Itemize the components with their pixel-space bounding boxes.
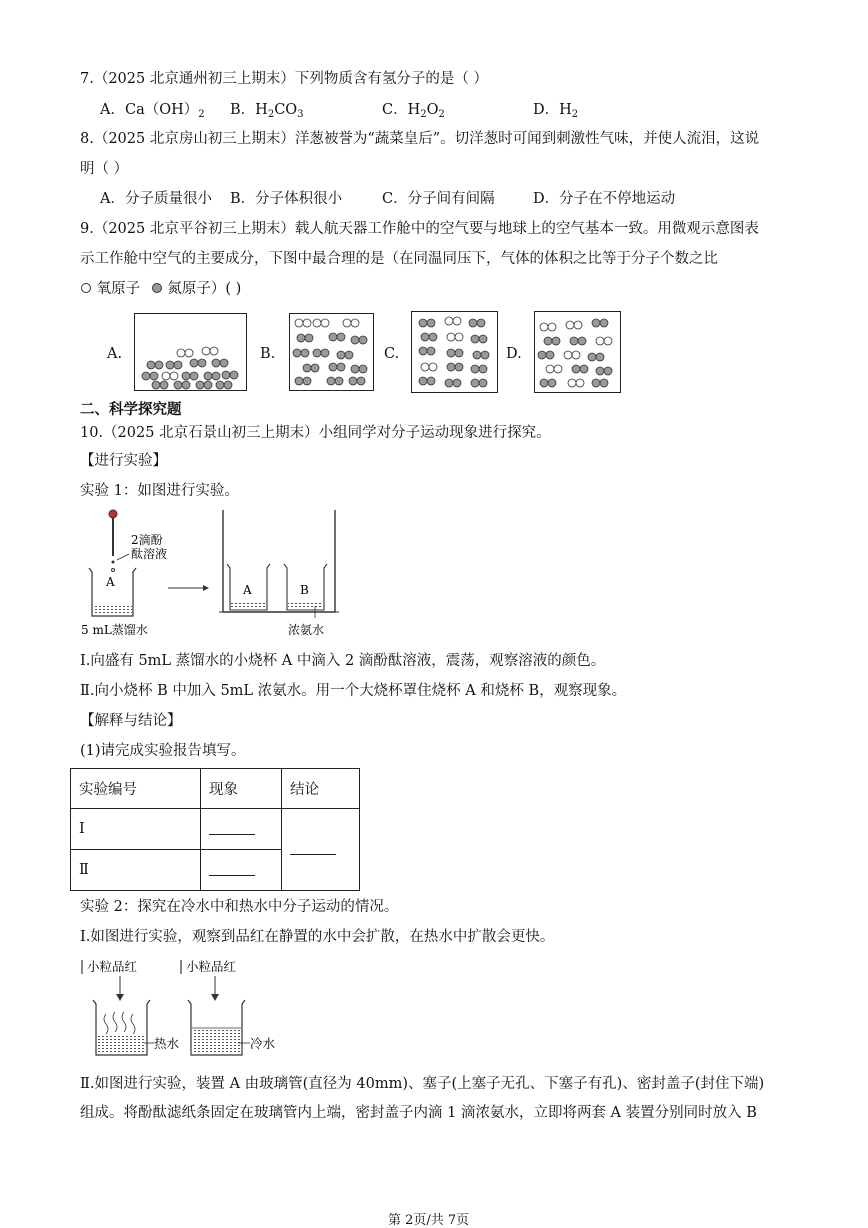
nitrogen-molecule-icon bbox=[345, 351, 353, 359]
q10-sub1: (1)请完成实验报告填写。 bbox=[80, 743, 246, 759]
nitrogen-molecule-icon bbox=[572, 365, 580, 373]
nitrogen-molecule-icon bbox=[305, 334, 313, 342]
nitrogen-molecule-icon bbox=[295, 377, 303, 385]
header-phenomenon: 现象 bbox=[201, 769, 282, 809]
nitrogen-molecule-icon bbox=[212, 372, 220, 380]
table-row bbox=[71, 809, 360, 850]
large-beaker-icon bbox=[223, 510, 335, 612]
oxygen-molecule-icon bbox=[202, 347, 210, 355]
exp2-title: 实验 2：探究在冷水中和热水中分子运动的情况。 bbox=[80, 899, 399, 915]
nitrogen-molecule-icon bbox=[303, 377, 311, 385]
hot-water-label: 热水 bbox=[154, 1036, 180, 1051]
nitrogen-molecule-icon bbox=[182, 381, 190, 389]
nitrogen-molecule-icon bbox=[604, 367, 612, 375]
nitrogen-molecule-icon bbox=[359, 336, 367, 344]
oxygen-molecule-icon bbox=[177, 349, 185, 357]
oxygen-molecule-icon bbox=[445, 317, 453, 325]
nitrogen-molecule-icon bbox=[544, 337, 552, 345]
nitrogen-molecule-icon bbox=[335, 377, 343, 385]
nitrogen-molecule-icon bbox=[600, 319, 608, 327]
oxygen-molecule-icon bbox=[313, 319, 321, 327]
q8-option-a: A．分子质量很小 bbox=[100, 191, 212, 207]
answer-blank-conclusion[interactable] bbox=[282, 809, 360, 891]
oxygen-molecule-icon bbox=[568, 379, 576, 387]
nitrogen-molecule-icon bbox=[421, 333, 429, 341]
nitrogen-molecule-icon bbox=[538, 351, 546, 359]
table-header-row bbox=[71, 769, 360, 809]
q9-label-d: D. bbox=[506, 346, 522, 362]
page-footer: 第 2页/共 7页 bbox=[388, 1213, 470, 1228]
nitrogen-molecule-icon bbox=[152, 381, 160, 389]
nitrogen-molecule-icon bbox=[190, 359, 198, 367]
nitrogen-molecule-icon bbox=[301, 349, 309, 357]
oxygen-molecule-icon bbox=[596, 337, 604, 345]
nitrogen-molecule-icon bbox=[600, 379, 608, 387]
nitrogen-molecule-icon bbox=[174, 361, 182, 369]
legend-nitrogen-label: 氮原子 bbox=[167, 281, 211, 297]
nitrogen-molecule-icon bbox=[471, 379, 479, 387]
nitrogen-molecule-icon bbox=[469, 319, 477, 327]
nitrogen-molecule-icon bbox=[447, 363, 455, 371]
q7-option-d: D．$H_2$ bbox=[533, 102, 579, 120]
nitrogen-molecule-icon bbox=[471, 335, 479, 343]
oxygen-molecule-icon bbox=[343, 319, 351, 327]
oxygen-molecule-icon bbox=[170, 372, 178, 380]
oxygen-molecule-icon bbox=[554, 365, 562, 373]
nitrogen-molecule-icon bbox=[351, 336, 359, 344]
answer-blank-phenomenon-1[interactable] bbox=[201, 809, 282, 850]
nitrogen-molecule-icon bbox=[552, 337, 560, 345]
ammonia-label: 浓氨水 bbox=[288, 623, 325, 637]
nitrogen-molecule-icon bbox=[471, 365, 479, 373]
nitrogen-molecule-icon bbox=[196, 381, 204, 389]
nitrogen-molecule-icon bbox=[204, 381, 212, 389]
nitrogen-molecule-icon bbox=[592, 379, 600, 387]
nitrogen-molecule-icon bbox=[329, 333, 337, 341]
oxygen-molecule-icon bbox=[351, 319, 359, 327]
oxygen-molecule-icon bbox=[574, 321, 582, 329]
nitrogen-molecule-icon bbox=[204, 372, 212, 380]
nitrogen-molecule-icon bbox=[479, 365, 487, 373]
dropper-bulb-icon bbox=[109, 510, 117, 518]
nitrogen-molecule-icon bbox=[313, 349, 321, 357]
nitrogen-molecule-icon bbox=[546, 351, 554, 359]
nitrogen-molecule-icon bbox=[166, 361, 174, 369]
oxygen-molecule-icon bbox=[210, 347, 218, 355]
exp2-step1: Ⅰ.如图进行实验，观察到品红在静置的水中会扩散，在热水中扩散会更快。 bbox=[80, 929, 555, 945]
oxygen-molecule-icon bbox=[295, 319, 303, 327]
nitrogen-molecule-icon bbox=[427, 319, 435, 327]
nitrogen-molecule-icon bbox=[198, 359, 206, 367]
cold-water-label: 冷水 bbox=[250, 1036, 276, 1051]
nitrogen-molecule-icon bbox=[427, 347, 435, 355]
nitrogen-molecule-icon bbox=[216, 381, 224, 389]
label-right-dye: 小粒品红 bbox=[186, 959, 237, 974]
nitrogen-molecule-icon bbox=[540, 379, 548, 387]
droplet-icon bbox=[112, 561, 115, 564]
figure-ammonia-experiment bbox=[75, 506, 355, 641]
q8-option-d: D．分子在不停地运动 bbox=[533, 191, 676, 207]
diagram-c bbox=[411, 311, 498, 393]
q10-stem: 10.（2025 北京石景山初三上期末）小组同学对分子运动现象进行探究。 bbox=[80, 425, 551, 441]
nitrogen-molecule-icon bbox=[596, 367, 604, 375]
row-id: Ⅰ bbox=[71, 809, 201, 850]
oxygen-molecule-icon bbox=[576, 379, 584, 387]
section-title: 二、科学探究题 bbox=[80, 401, 182, 418]
report-table bbox=[70, 768, 360, 891]
nitrogen-molecule-icon bbox=[297, 334, 305, 342]
droplet-icon bbox=[112, 569, 115, 572]
nitrogen-molecule-icon bbox=[303, 364, 311, 372]
exp1-step2: Ⅱ.向小烧杯 B 中加入 5mL 浓氨水。用一个大烧杯罩住烧杯 A 和烧杯 B，观察现象。 bbox=[80, 683, 627, 699]
oxygen-molecule-icon bbox=[548, 323, 556, 331]
q7-option-a: A．$Ca(OH)_2$ bbox=[100, 102, 205, 120]
q8-stem-line1: 8.（2025 北京房山初三上期末）洋葱被誉为“蔬菜皇后”。切洋葱时可闻到刺激性气味，并使人流泪，这说 bbox=[80, 131, 760, 147]
nitrogen-molecule-icon bbox=[155, 361, 163, 369]
beaker-a-label: A bbox=[106, 575, 115, 589]
diagram-a bbox=[134, 313, 247, 391]
inner-beaker-a-label: A bbox=[243, 583, 252, 597]
label-left-dye: 小粒品红 bbox=[87, 959, 138, 974]
diagram-b bbox=[289, 313, 374, 391]
q7-stem: 7.（2025 北京通州初三上期末）下列物质含有氢分子的是（ ） bbox=[80, 71, 488, 87]
answer-blank-phenomenon-2[interactable] bbox=[201, 850, 282, 891]
legend-tail: ）( ) bbox=[210, 281, 242, 297]
nitrogen-molecule-icon bbox=[481, 351, 489, 359]
nitrogen-molecule-icon bbox=[327, 377, 335, 385]
dropper-label-line2: 酞溶液 bbox=[131, 547, 168, 561]
nitrogen-molecule-icon bbox=[479, 335, 487, 343]
nitrogen-molecule-icon bbox=[293, 349, 301, 357]
oxygen-molecule-icon bbox=[303, 319, 311, 327]
nitrogen-molecule-icon bbox=[150, 372, 158, 380]
nitrogen-molecule-icon bbox=[351, 365, 359, 373]
exp2-step2-line2: 组成。将酚酞滤纸条固定在玻璃管内上端，密封盖子内滴 1 滴浓氨水，立即将两套 A 装置分别同时放入 B bbox=[80, 1105, 757, 1121]
oxygen-atom-icon bbox=[80, 282, 92, 294]
nitrogen-molecule-icon bbox=[447, 349, 455, 357]
q8-stem-line2: 明（ ） bbox=[80, 161, 129, 177]
nitrogen-molecule-icon bbox=[174, 381, 182, 389]
exp1-step1: Ⅰ.向盛有 5mL 蒸馏水的小烧杯 A 中滴入 2 滴酚酞溶液，震荡，观察溶液的颜色。 bbox=[80, 653, 606, 669]
header-experiment-no: 实验编号 bbox=[71, 769, 201, 809]
nitrogen-molecule-icon bbox=[321, 349, 329, 357]
nitrogen-molecule-icon bbox=[427, 377, 435, 385]
nitrogen-molecule-icon bbox=[329, 363, 337, 371]
nitrogen-molecule-icon bbox=[147, 361, 155, 369]
nitrogen-molecule-icon bbox=[357, 377, 365, 385]
nitrogen-molecule-icon bbox=[419, 319, 427, 327]
oxygen-molecule-icon bbox=[162, 372, 170, 380]
oxygen-molecule-icon bbox=[421, 363, 429, 371]
legend-oxygen-label: 氧原子 bbox=[96, 281, 141, 297]
inner-beaker-b-label: B bbox=[300, 583, 309, 597]
nitrogen-molecule-icon bbox=[359, 365, 367, 373]
nitrogen-molecule-icon bbox=[349, 377, 357, 385]
nitrogen-molecule-icon bbox=[222, 371, 230, 379]
nitrogen-molecule-icon bbox=[429, 333, 437, 341]
nitrogen-molecule-icon bbox=[230, 371, 238, 379]
q8-option-b: B．分子体积很小 bbox=[230, 191, 343, 207]
nitrogen-molecule-icon bbox=[455, 349, 463, 357]
diagram-d bbox=[534, 311, 621, 393]
oxygen-molecule-icon bbox=[429, 363, 437, 371]
nitrogen-molecule-icon bbox=[455, 363, 463, 371]
heading-experiment: 【进行实验】 bbox=[80, 453, 167, 469]
water-label: 5 mL蒸馏水 bbox=[81, 623, 148, 637]
oxygen-molecule-icon bbox=[604, 337, 612, 345]
oxygen-molecule-icon bbox=[566, 321, 574, 329]
oxygen-molecule-icon bbox=[321, 319, 329, 327]
nitrogen-molecule-icon bbox=[419, 347, 427, 355]
nitrogen-molecule-icon bbox=[588, 353, 596, 361]
nitrogen-molecule-icon bbox=[473, 351, 481, 359]
oxygen-molecule-icon bbox=[564, 351, 572, 359]
nitrogen-molecule-icon bbox=[419, 377, 427, 385]
exp1-title: 实验 1：如图进行实验。 bbox=[80, 483, 239, 499]
nitrogen-molecule-icon bbox=[596, 353, 604, 361]
oxygen-molecule-icon bbox=[572, 351, 580, 359]
nitrogen-molecule-icon bbox=[592, 319, 600, 327]
heading-conclusion: 【解释与结论】 bbox=[80, 713, 182, 729]
q9-legend bbox=[80, 277, 241, 298]
row-id: Ⅱ bbox=[71, 850, 201, 891]
nitrogen-molecule-icon bbox=[477, 319, 485, 327]
nitrogen-molecule-icon bbox=[182, 372, 190, 380]
q7-option-b: B．$H_2CO_3$ bbox=[230, 102, 304, 120]
nitrogen-molecule-icon bbox=[337, 363, 345, 371]
q9-label-b: B. bbox=[260, 346, 276, 362]
oxygen-molecule-icon bbox=[546, 365, 554, 373]
nitrogen-molecule-icon bbox=[453, 379, 461, 387]
oxygen-molecule-icon bbox=[453, 317, 461, 325]
nitrogen-molecule-icon bbox=[142, 372, 150, 380]
oxygen-molecule-icon bbox=[455, 333, 463, 341]
exp2-step2-line1: Ⅱ.如图进行实验，装置 A 由玻璃管(直径为 40mm)、塞子(上塞子无孔、下塞子有孔)、密封盖子(封住下端) bbox=[80, 1076, 765, 1092]
nitrogen-molecule-icon bbox=[190, 372, 198, 380]
q7-option-c: C．$H_2O_2$ bbox=[382, 102, 445, 120]
nitrogen-molecule-icon bbox=[548, 379, 556, 387]
nitrogen-molecule-icon bbox=[337, 351, 345, 359]
q9-label-c: C. bbox=[384, 346, 400, 362]
header-conclusion: 结论 bbox=[282, 769, 360, 809]
oxygen-molecule-icon bbox=[447, 333, 455, 341]
q9-stem-line1: 9.（2025 北京平谷初三上期末）载人航天器工作舱中的空气要与地球上的空气基本一致。用微观示意图表 bbox=[80, 221, 759, 237]
figure-diffusion bbox=[78, 954, 298, 1060]
q9-stem-line2: 示工作舱中空气的主要成分，下图中最合理的是（在同温同压下，气体的体积之比等于分子个数之比 bbox=[80, 251, 718, 267]
oxygen-molecule-icon bbox=[540, 323, 548, 331]
q8-option-c: C．分子间有间隔 bbox=[382, 191, 495, 207]
nitrogen-molecule-icon bbox=[224, 381, 232, 389]
nitrogen-molecule-icon bbox=[445, 379, 453, 387]
nitrogen-molecule-icon bbox=[311, 364, 319, 372]
nitrogen-molecule-icon bbox=[580, 365, 588, 373]
dropper-label-line1: 2滴酚 bbox=[131, 533, 163, 547]
nitrogen-molecule-icon bbox=[212, 359, 220, 367]
nitrogen-molecule-icon bbox=[479, 379, 487, 387]
q9-label-a: A. bbox=[107, 346, 123, 362]
oxygen-molecule-icon bbox=[185, 349, 193, 357]
nitrogen-molecule-icon bbox=[578, 337, 586, 345]
nitrogen-atom-icon bbox=[151, 282, 163, 294]
nitrogen-molecule-icon bbox=[220, 359, 228, 367]
nitrogen-molecule-icon bbox=[160, 381, 168, 389]
nitrogen-molecule-icon bbox=[570, 337, 578, 345]
nitrogen-molecule-icon bbox=[337, 333, 345, 341]
